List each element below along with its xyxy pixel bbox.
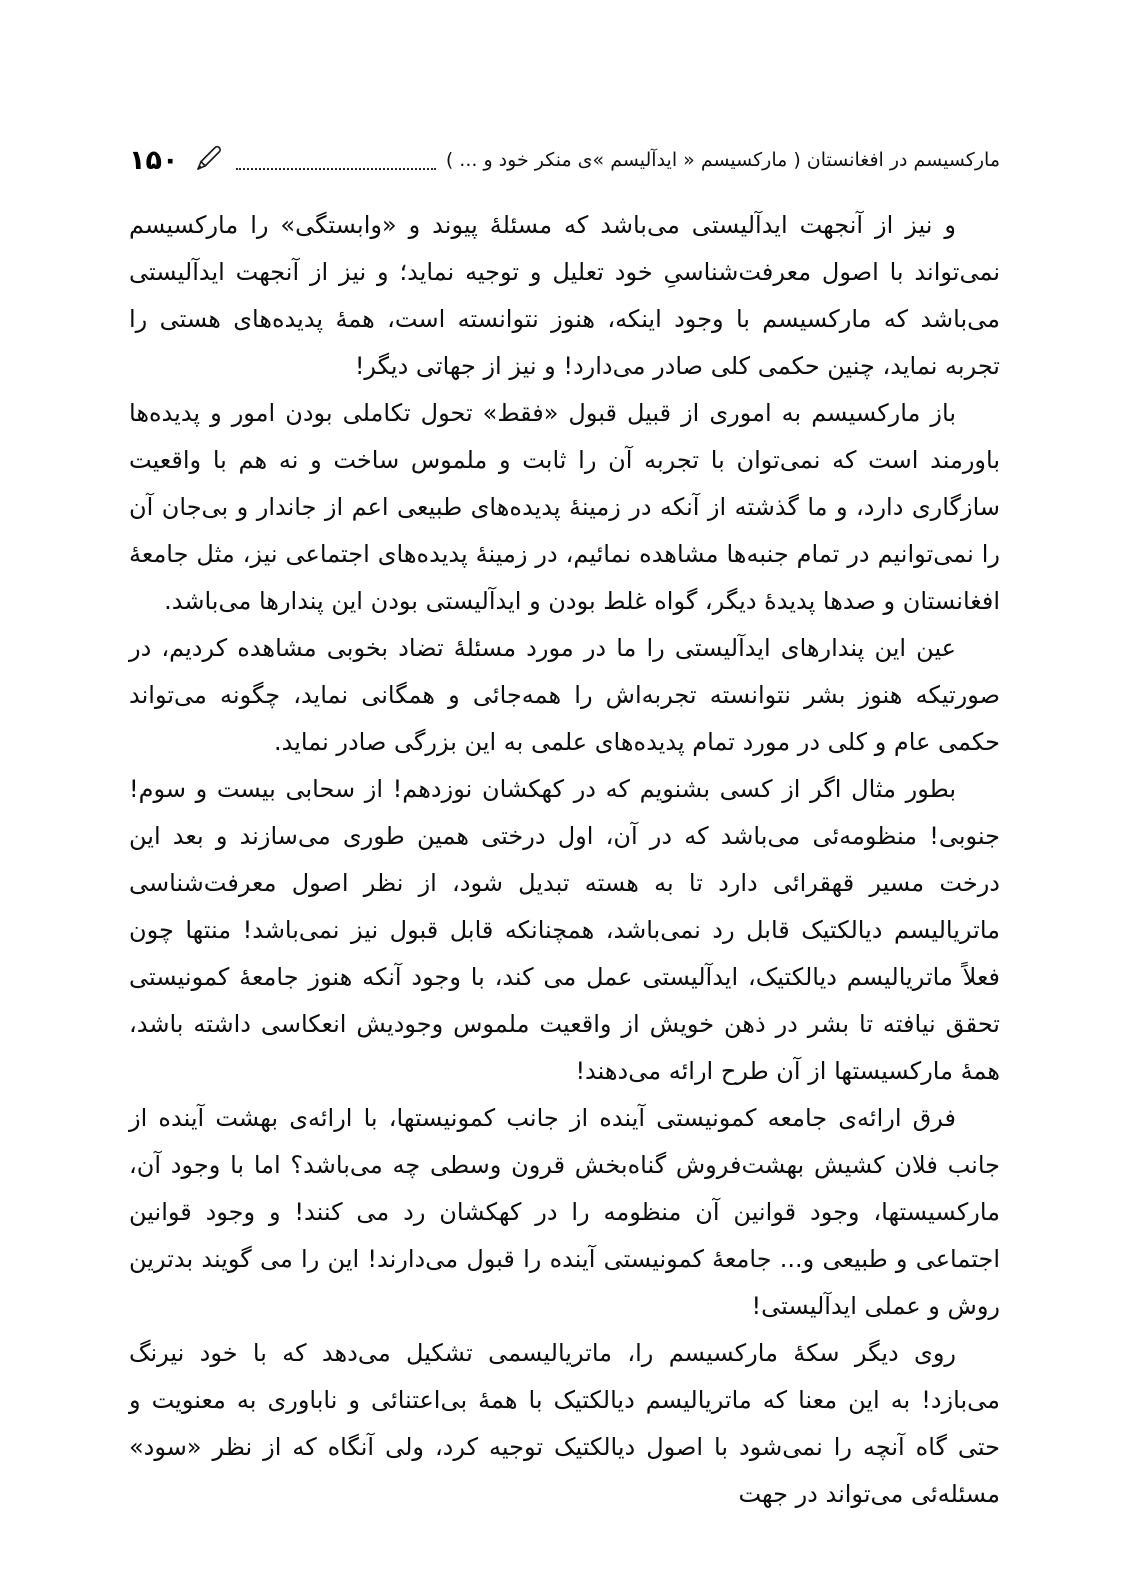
paragraph-1: و نیز از آنجهت ایدآلیستی می‌باشد که مسئلهٔ پیوند و «وابستگی» را مارکسیسم نمی‌تواند با اصول معرفت‌شناسیِ خود تعلیل و توجیه نماید؛ و نیز از آنجهت ایدآلیستی می‌باشد که مارکسیسم با وجود اینکه، هنوز نتوانسته است، همهٔ پدیده‌های هستی را تجربه نماید، چنین حکمی کلی صادر می‌دارد! و نیز از جهاتی دیگر! [129,211,1000,380]
paragraph-6: روی دیگر سکهٔ مارکسیسم را، ماتریالیسمی تشکیل می‌دهد که با خود نیرنگ می‌بازد! به این معنا که ماتریالیسم دیالکتیک با همهٔ بی‌اعتنائی و ناباوری به معنویت و حتی گاه آنچه را نمی‌شود با اصول دیالکتیک توجیه کرد، ولی آنگاه که از نظر «سود» مسئله‌ئی می‌تواند در جهت [129,1339,1000,1508]
pen-icon [192,141,226,175]
page-body [129,202,1000,1518]
paragraph-4: بطور مثال اگر از کسی بشنویم که در کهکشان نوزدهم! از سحابی بیست و سوم! جنوبی! منظومه‌ئی می‌باشد که در آن، اول درختی همین طوری می‌سازند و بعد این درخت مسیر قهقرائی دارد تا به هسته تبدیل شود، از نظر اصول معرفت‌شناسی ماتریالیسم دیالکتیک قابل رد نمی‌باشد، همچنانکه قابل قبول نیز نمی‌باشد! منتها چون فعلاً ماتریالیسم دیالکتیک، ایدآلیستی عمل می کند، با وجود آنکه هنوز جامعهٔ کمونیستی تحقق نیافته تا بشر در ذهن خویش از واقعیت ملموس وجودیش انعکاسی داشته باشد، همهٔ مارکسیستها از آن طرح ارائه می‌دهند! [129,775,1000,1085]
page-header [129,138,1000,182]
dotted-leader [236,168,435,170]
paragraph-3: عین این پندارهای ایدآلیستی را ما در مورد مسئلهٔ تضاد بخوبی مشاهده کردیم، در صورتیکه هنوز بشر نتوانسته تجربه‌اش را همه‌جائی و همگانی نماید، چگونه می‌تواند حکمی عام و کلی در مورد تمام پدیده‌های علمی به این بزرگی صادر نماید. [129,634,1000,756]
paragraph-2: باز مارکسیسم به اموری از قبیل قبول «فقط» تحول تکاملی بودن امور و پدیده‌ها باورمند است که نمی‌توان با تجربه آن را ثابت و ملموس ساخت و نه هم با واقعیت سازگاری دارد، و ما گذشته از آنکه در زمینهٔ پدیده‌های طبیعی اعم از جاندار و بی‌جان آن را نمی‌توانیم در تمام جنبه‌ها مشاهده نمائیم، در زمینهٔ پدیده‌های اجتماعی نیز، مثل جامعهٔ افغانستان و صدها پدیدهٔ دیگر، گواه غلط بودن و ایدآلیستی بودن این پندارها می‌باشد. [129,399,1000,615]
page-number: ۱۵۰ [129,144,179,176]
paragraph-5: فرق ارائه‌ی جامعه کمونیستی آینده از جانب کمونیستها، با ارائه‌ی بهشت آینده از جانب فلان کشیش بهشت‌فروش گناه‌بخش قرون وسطی چه می‌باشد؟ اما با وجود آن، مارکسیستها، وجود قوانین آن منظومه را در کهکشان رد می کنند! و وجود قوانین اجتماعی و طبیعی و... جامعهٔ کمونیستی آینده را قبول می‌دارند! این را می گویند بدترین روش و عملی ایدآلیستی! [129,1104,1000,1320]
running-title: مارکسیسم در افغانستان ( مارکسیسم « ایدآلیسم »ی منکر خود و ... ) [445,149,1000,171]
